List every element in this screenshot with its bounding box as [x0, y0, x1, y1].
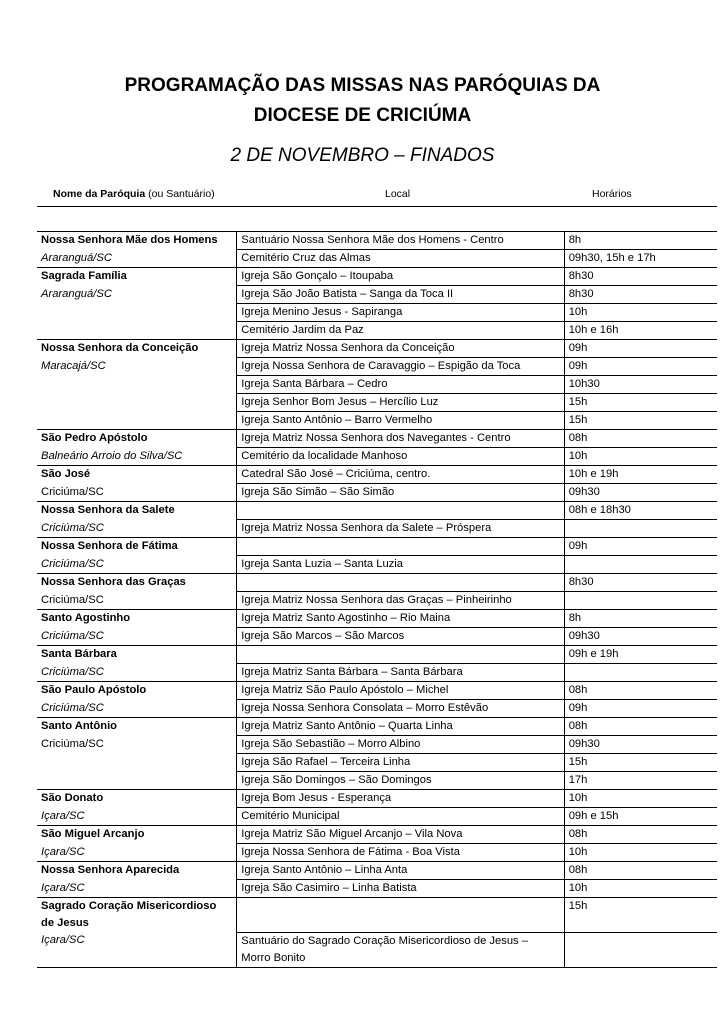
table-row: [37, 682, 717, 700]
page-title-line-1: PROGRAMAÇÃO DAS MISSAS NAS PARÓQUIAS DA: [124, 75, 601, 96]
parish-cell: [37, 574, 237, 592]
parish-name: Nossa Senhora da Conceição: [41, 342, 199, 354]
times-cell: [564, 664, 717, 682]
parish-cell: [37, 826, 237, 844]
parish-cell: [37, 322, 237, 340]
place-cell: Igreja Nossa Senhora de Fátima - Boa Vista: [237, 844, 564, 862]
table-row: [37, 232, 717, 250]
parish-cell: [37, 430, 237, 448]
times-cell: 09h: [564, 340, 717, 358]
parish-cell: [37, 304, 237, 322]
parish-cell: [37, 718, 237, 736]
place-cell: Igreja Santo Antônio – Barro Vermelho: [237, 412, 564, 430]
place-cell: [237, 538, 564, 556]
parish-name: Nossa Senhora das Graças: [41, 576, 186, 588]
parish-cell: [37, 466, 237, 484]
table-row: [37, 646, 717, 664]
parish-name: Santo Antônio: [41, 720, 118, 732]
parish-cell: [37, 232, 237, 250]
parish-name: Nossa Senhora de Fátima: [41, 540, 178, 552]
parish-name: São Miguel Arcanjo: [41, 828, 145, 840]
mass-schedule-body: [37, 232, 717, 967]
place-cell: Catedral São José – Criciúma, centro.: [237, 466, 564, 484]
times-cell: 08h: [564, 862, 717, 880]
times-cell: 08h: [564, 430, 717, 448]
place-cell: Igreja Matriz Nossa Senhora das Graças – Pinheirinho: [237, 592, 564, 610]
parish-city: Criciúma/SC: [41, 485, 104, 498]
table-row: [37, 862, 717, 880]
table-row: [37, 898, 717, 933]
parish-name: São Paulo Apóstolo: [41, 684, 147, 696]
parish-cell: [37, 376, 237, 394]
place-cell: [237, 574, 564, 592]
table-row: [37, 376, 717, 394]
table-row: [37, 502, 717, 520]
times-cell: 10h: [564, 844, 717, 862]
place-cell: Igreja Matriz Nossa Senhora da Salete – Próspera: [237, 520, 564, 538]
parish-cell: [37, 340, 237, 358]
place-cell: Cemitério Cruz das Almas: [237, 250, 564, 268]
table-row: [37, 844, 717, 862]
table-row: [37, 932, 717, 967]
times-cell: 10h e 19h: [564, 466, 717, 484]
parish-cell: [37, 538, 237, 556]
table-row: [37, 592, 717, 610]
parish-name: Sagrada Família: [41, 270, 127, 282]
parish-cell: [37, 556, 237, 574]
times-cell: [564, 932, 717, 967]
table-row: [37, 358, 717, 376]
table-row: [37, 700, 717, 718]
page-title-line-2: DIOCESE DE CRICIÚMA: [253, 105, 472, 126]
place-cell: Igreja Santa Bárbara – Cedro: [237, 376, 564, 394]
times-cell: 8h: [564, 610, 717, 628]
table-row: [37, 484, 717, 502]
times-cell: 08h: [564, 718, 717, 736]
table-row: [37, 412, 717, 430]
place-cell: Igreja Matriz Nossa Senhora dos Navegantes - Centro: [237, 430, 564, 448]
place-cell: Igreja Nossa Senhora Consolata – Morro Estêvão: [237, 700, 564, 718]
times-cell: 08h e 18h30: [564, 502, 717, 520]
table-row: [37, 610, 717, 628]
times-cell: 10h: [564, 448, 717, 466]
header-parish: [53, 188, 215, 200]
place-cell: [237, 646, 564, 664]
table-row: [37, 808, 717, 826]
times-cell: 15h: [564, 754, 717, 772]
table-row: [37, 556, 717, 574]
place-cell: Igreja Matriz Santo Antônio – Quarta Linha: [237, 718, 564, 736]
times-cell: [564, 556, 717, 574]
place-cell: Igreja São Gonçalo – Itoupaba: [237, 268, 564, 286]
times-cell: 08h: [564, 826, 717, 844]
place-cell: Igreja Bom Jesus - Esperança: [237, 790, 564, 808]
table-row: [37, 538, 717, 556]
parish-cell: [37, 736, 237, 754]
parish-city: Içara/SC: [41, 934, 85, 946]
place-cell: Igreja Menino Jesus - Sapiranga: [237, 304, 564, 322]
times-cell: 09h e 19h: [564, 646, 717, 664]
table-row: [37, 286, 717, 304]
times-cell: 8h30: [564, 268, 717, 286]
place-cell: Igreja São Sebastião – Morro Albino: [237, 736, 564, 754]
times-cell: 15h: [564, 898, 717, 933]
parish-name: Santa Bárbara: [41, 648, 117, 660]
parish-city: Criciúma/SC: [41, 737, 104, 750]
times-cell: 09h30, 15h e 17h: [564, 250, 717, 268]
table-row: [37, 520, 717, 538]
place-cell: Santuário Nossa Senhora Mãe dos Homens - Centro: [237, 232, 564, 250]
place-cell: Cemitério da localidade Manhoso: [237, 448, 564, 466]
table-row: [37, 304, 717, 322]
table-row: [37, 628, 717, 646]
parish-cell: [37, 250, 237, 268]
table-row: [37, 394, 717, 412]
times-cell: [564, 520, 717, 538]
header-rule: [37, 206, 717, 207]
parish-cell: [37, 898, 237, 933]
place-cell: Igreja Matriz Santa Bárbara – Santa Bárbara: [237, 664, 564, 682]
parish-cell: [37, 772, 237, 790]
table-row: [37, 430, 717, 448]
parish-cell: [37, 268, 237, 286]
header-parish-bold: Nome da Paróquia: [53, 188, 146, 200]
times-cell: 10h: [564, 790, 717, 808]
place-cell: Igreja Matriz São Miguel Arcanjo – Vila Nova: [237, 826, 564, 844]
place-cell: Cemitério Municipal: [237, 808, 564, 826]
table-row: [37, 790, 717, 808]
parish-city: Maracajá/SC: [41, 359, 106, 372]
parish-name: Santo Agostinho: [41, 612, 131, 624]
place-cell: Igreja São João Batista – Sanga da Toca II: [237, 286, 564, 304]
parish-name: Nossa Senhora da Salete: [41, 504, 175, 516]
place-cell: Igreja Matriz Santo Agostinho – Rio Maina: [237, 610, 564, 628]
place-cell: Igreja Nossa Senhora de Caravaggio – Espigão da Toca: [237, 358, 564, 376]
parish-name: Sagrado Coração Misericordioso de Jesus: [41, 900, 217, 929]
times-cell: 09h e 15h: [564, 808, 717, 826]
times-cell: 10h30: [564, 376, 717, 394]
table-row: [37, 574, 717, 592]
table-row: [37, 268, 717, 286]
times-cell: 09h30: [564, 736, 717, 754]
times-cell: 8h30: [564, 286, 717, 304]
times-cell: 8h: [564, 232, 717, 250]
place-cell: Igreja Matriz São Paulo Apóstolo – Michel: [237, 682, 564, 700]
place-cell: Igreja Matriz Nossa Senhora da Conceição: [237, 340, 564, 358]
parish-city: Criciúma/SC: [41, 665, 104, 678]
mass-schedule-table: [37, 232, 717, 968]
parish-cell: [37, 844, 237, 862]
table-row: [37, 772, 717, 790]
times-cell: 09h30: [564, 484, 717, 502]
table-row: [37, 736, 717, 754]
parish-cell: [37, 610, 237, 628]
parish-cell: [37, 862, 237, 880]
parish-cell: [37, 412, 237, 430]
header-parish-rest: (ou Santuário): [145, 188, 215, 200]
parish-cell: [37, 808, 237, 826]
times-cell: 09h: [564, 538, 717, 556]
parish-city: Balneário Arroio do Silva/SC: [41, 449, 183, 462]
header-times: Horários: [592, 188, 632, 200]
place-cell: Igreja São Simão – São Simão: [237, 484, 564, 502]
parish-city: Araranguá/SC: [41, 287, 112, 300]
parish-cell: [37, 790, 237, 808]
parish-city: Criciúma/SC: [41, 701, 104, 714]
parish-cell: [37, 394, 237, 412]
table-row: [37, 664, 717, 682]
parish-city: Araranguá/SC: [41, 251, 112, 264]
place-cell: Santuário do Sagrado Coração Misericordioso de Jesus – Morro Bonito: [237, 932, 564, 967]
parish-cell: [37, 628, 237, 646]
parish-cell: [37, 880, 237, 898]
parish-city: Içara/SC: [41, 845, 85, 858]
times-cell: [564, 592, 717, 610]
parish-cell: [37, 520, 237, 538]
parish-city: Içara/SC: [41, 881, 85, 894]
parish-cell: [37, 754, 237, 772]
place-cell: Igreja São Domingos – São Domingos: [237, 772, 564, 790]
times-cell: 09h30: [564, 628, 717, 646]
place-cell: [237, 898, 564, 933]
place-cell: Igreja São Casimiro – Linha Batista: [237, 880, 564, 898]
table-row: [37, 880, 717, 898]
table-row: [37, 466, 717, 484]
parish-cell: [37, 646, 237, 664]
parish-cell: [37, 664, 237, 682]
place-cell: Igreja São Marcos – São Marcos: [237, 628, 564, 646]
place-cell: Igreja Santo Antônio – Linha Anta: [237, 862, 564, 880]
place-cell: [237, 502, 564, 520]
parish-name: São Pedro Apóstolo: [41, 432, 148, 444]
parish-city: Criciúma/SC: [41, 629, 104, 642]
parish-cell: [37, 286, 237, 304]
parish-cell: [37, 484, 237, 502]
times-cell: 17h: [564, 772, 717, 790]
parish-name: São Donato: [41, 792, 104, 804]
times-cell: 08h: [564, 682, 717, 700]
table-row: [37, 340, 717, 358]
parish-cell: [37, 700, 237, 718]
parish-name: São José: [41, 468, 91, 480]
parish-name: Nossa Senhora Aparecida: [41, 864, 180, 876]
parish-city: Criciúma/SC: [41, 593, 104, 606]
parish-cell: [37, 932, 237, 967]
place-cell: Igreja São Rafael – Terceira Linha: [237, 754, 564, 772]
parish-name: Nossa Senhora Mãe dos Homens: [41, 234, 218, 246]
times-cell: 10h: [564, 304, 717, 322]
parish-city: Criciúma/SC: [41, 521, 104, 534]
table-row: [37, 826, 717, 844]
times-cell: 15h: [564, 394, 717, 412]
parish-cell: [37, 358, 237, 376]
page-subtitle: 2 DE NOVEMBRO – FINADOS: [230, 145, 495, 166]
times-cell: 10h: [564, 880, 717, 898]
place-cell: Igreja Senhor Bom Jesus – Hercílio Luz: [237, 394, 564, 412]
place-cell: Igreja Santa Luzia – Santa Luzia: [237, 556, 564, 574]
header-place: Local: [385, 188, 411, 200]
table-row: [37, 718, 717, 736]
times-cell: 09h: [564, 358, 717, 376]
table-row: [37, 322, 717, 340]
times-cell: 15h: [564, 412, 717, 430]
parish-cell: [37, 682, 237, 700]
times-cell: 09h: [564, 700, 717, 718]
parish-city: Criciúma/SC: [41, 557, 104, 570]
table-row: [37, 448, 717, 466]
parish-city: Içara/SC: [41, 809, 85, 822]
parish-cell: [37, 502, 237, 520]
parish-cell: [37, 592, 237, 610]
times-cell: 10h e 16h: [564, 322, 717, 340]
parish-cell: [37, 448, 237, 466]
table-row: [37, 250, 717, 268]
times-cell: 8h30: [564, 574, 717, 592]
place-cell: Cemitério Jardim da Paz: [237, 322, 564, 340]
table-row: [37, 754, 717, 772]
